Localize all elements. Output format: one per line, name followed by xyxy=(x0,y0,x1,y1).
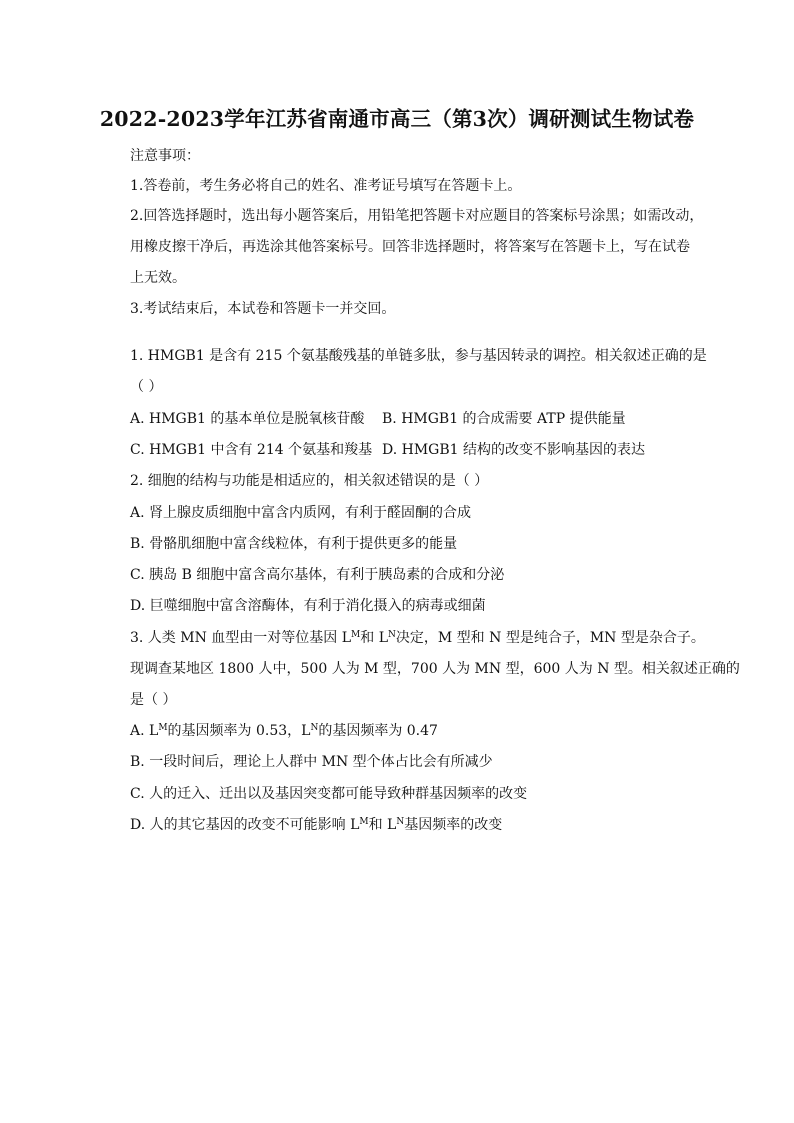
q2-option-a: A. 肾上腺皮质细胞中富含内质网，有利于醛固酮的合成 xyxy=(130,505,472,521)
q2-option-d: D. 巨噬细胞中富含溶酶体，有利于消化摄入的病毒或细菌 xyxy=(130,598,486,614)
notice-item-3: 3.考试结束后，本试卷和答题卡一并交回。 xyxy=(130,301,396,317)
q1-stem-line-1: 1. HMGB1 是含有 215 个氨基酸残基的单链多肽，参与基因转录的调控。相关叙述正确的是 xyxy=(130,348,707,364)
notice-item-2-line-3: 上无效。 xyxy=(130,270,186,286)
q1-option-a: A. HMGB1 的基本单位是脱氧核苷酸 xyxy=(130,411,365,427)
q3-stem-line-2: 现调查某地区 1800 人中，500 人为 M 型，700 人为 MN 型，600 人为 N 型。相关叙述正确的 xyxy=(130,661,740,677)
q2-option-b: B. 骨骼肌细胞中富含线粒体，有利于提供更多的能量 xyxy=(130,536,458,552)
q3-option-a xyxy=(130,721,438,741)
superscript-n: N xyxy=(388,630,396,640)
notice-item-1: 1.答卷前，考生务必将自己的姓名、准考证号填写在答题卡上。 xyxy=(130,178,522,194)
q3-option-d-part-2: 和 L xyxy=(368,817,397,833)
q3-option-c: C. 人的迁入、迁出以及基因突变都可能导致种群基因频率的改变 xyxy=(130,786,528,802)
q3-option-d-part-3: 基因频率的改变 xyxy=(404,817,503,833)
q1-stem-line-2: （ ） xyxy=(130,379,163,395)
superscript-m: M xyxy=(158,723,168,733)
q2-stem: 2. 细胞的结构与功能是相适应的，相关叙述错误的是（ ） xyxy=(130,473,489,489)
superscript-n: N xyxy=(310,723,319,733)
q3-stem-line-3: 是（ ） xyxy=(130,692,177,708)
q3-stem-part-1: 3. 人类 MN 血型由一对等位基因 L xyxy=(130,630,352,646)
q3-option-a-part-3: 的基因频率为 0.47 xyxy=(318,723,438,739)
superscript-m: M xyxy=(351,630,361,640)
notice-heading: 注意事项： xyxy=(130,148,200,164)
notice-item-2-line-2: 用橡皮擦干净后，再选涂其他答案标号。回答非选择题时，将答案写在答题卡上，写在试卷 xyxy=(130,239,690,255)
q3-option-d xyxy=(130,815,502,835)
q3-option-d-part-1: D. 人的其它基因的改变不可能影响 L xyxy=(130,817,360,833)
q2-option-c: C. 胰岛 B 细胞中富含高尔基体，有利于胰岛素的合成和分泌 xyxy=(130,567,505,583)
q3-stem-line-1 xyxy=(130,628,705,648)
superscript-n: N xyxy=(396,817,405,827)
q1-option-c: C. HMGB1 中含有 214 个氨基和羧基 xyxy=(130,442,373,458)
notice-item-2-line-1: 2.回答选择题时，选出每小题答案后，用铅笔把答题卡对应题目的答案标号涂黑；如需改动， xyxy=(130,208,704,224)
q3-stem-part-2: 和 L xyxy=(360,630,389,646)
exam-title: 2022-2023学年江苏省南通市高三（第3次）调研测试生物试卷 xyxy=(99,107,695,131)
q3-stem-part-3: 决定，M 型和 N 型是纯合子，MN 型是杂合子。 xyxy=(395,630,705,646)
q3-option-a-part-2: 的基因频率为 0.53，L xyxy=(167,723,311,739)
q3-option-a-part-1: A. L xyxy=(130,723,159,739)
superscript-m: M xyxy=(359,817,369,827)
q1-option-b: B. HMGB1 的合成需要 ATP 提供能量 xyxy=(382,411,626,427)
q1-option-d: D. HMGB1 结构的改变不影响基因的表达 xyxy=(382,442,645,458)
q3-option-b: B. 一段时间后，理论上人群中 MN 型个体占比会有所减少 xyxy=(130,754,493,770)
